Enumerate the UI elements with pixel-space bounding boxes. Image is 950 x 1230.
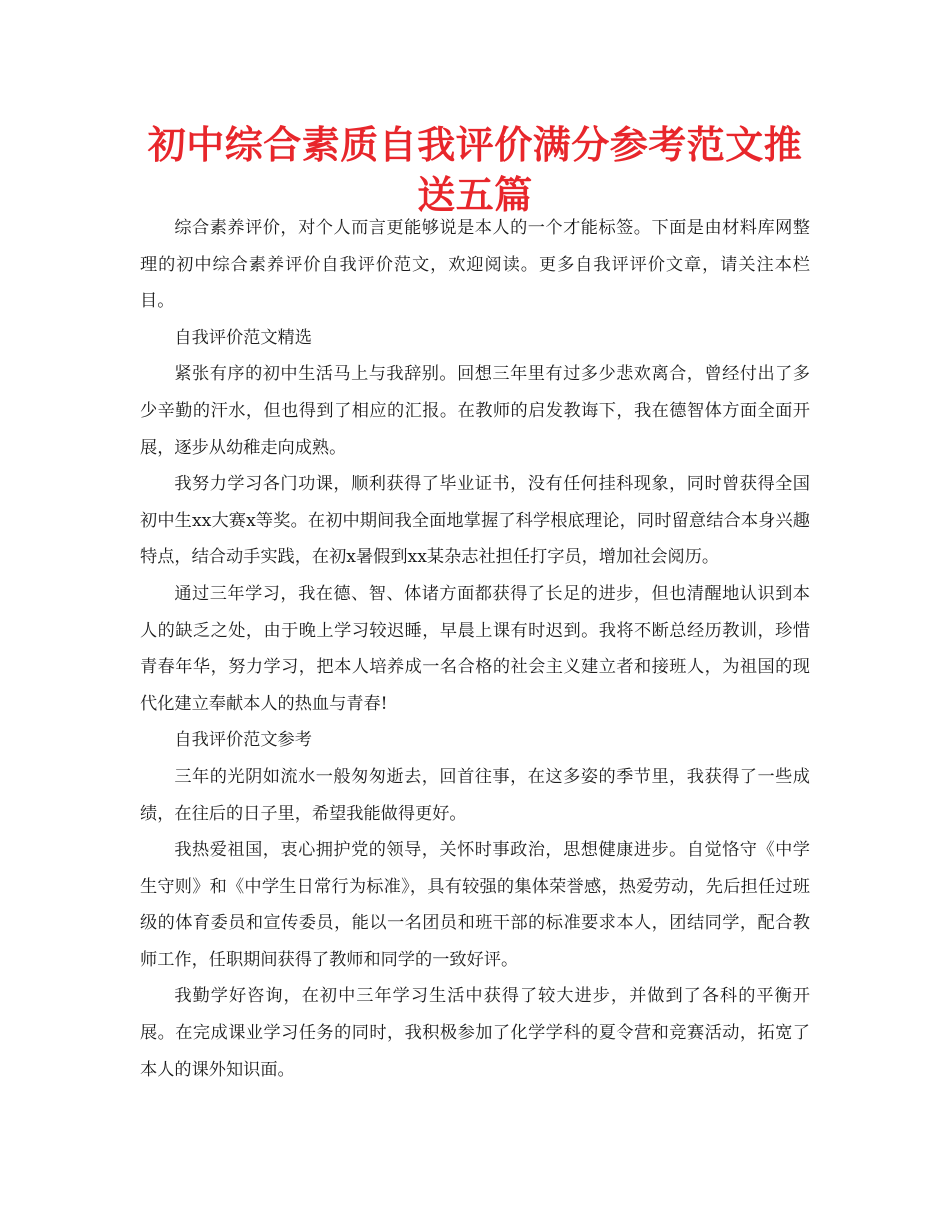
document-title: 初中综合素质自我评价满分参考范文推送五篇 xyxy=(147,123,803,217)
body-paragraph: 紧张有序的初中生活马上与我辞别。回想三年里有过多少悲欢离合，曾经付出了多少辛勤的汗水，但也得到了相应的汇报。在教师的启发教诲下，我在德智体方面全面开展，逐步从幼稚走向成熟。 xyxy=(140,364,810,458)
section-heading: 自我评价范文参考 xyxy=(174,730,312,751)
document-body xyxy=(140,210,810,1088)
section-heading: 自我评价范文精选 xyxy=(174,327,312,348)
intro-paragraph: 综合素养评价，对个人而言更能够说是本人的一个才能标签。下面是由材料库网整理的初中综合素养评价自我评价范文，欢迎阅读。更多自我评评价文章，请关注本栏目。 xyxy=(140,218,810,312)
body-paragraph: 三年的光阴如流水一般匆匆逝去，回首往事，在这多姿的季节里，我获得了一些成绩，在往后的日子里，希望我能做得更好。 xyxy=(140,766,810,824)
body-paragraph: 通过三年学习，我在德、智、体诸方面都获得了长足的进步，但也清醒地认识到本人的缺乏之处，由于晚上学习较迟睡，早晨上课有时迟到。我将不断总经历教训，珍惜青春年华，努力学习，把本人培养成一名合格的社会主义建立者和接班人，为祖国的现代化建立奉献本人的热血与青春! xyxy=(140,583,810,714)
body-paragraph: 我勤学好咨询，在初中三年学习生活中获得了较大进步，并做到了各科的平衡开展。在完成课业学习任务的同时，我积极参加了化学学科的夏令营和竞赛活动，拓宽了本人的课外知识面。 xyxy=(140,986,810,1080)
body-paragraph: 我努力学习各门功课，顺利获得了毕业证书，没有任何挂科现象，同时曾获得全国初中生xx大赛x等奖。在初中期间我全面地掌握了科学根底理论，同时留意结合本身兴趣特点，结合动手实践，在初x暑假到xx某杂志社担任打字员，增加社会阅历。 xyxy=(140,474,810,568)
body-paragraph: 我热爱祖国，衷心拥护党的领导，关怀时事政治，思想健康进步。自觉恪守《中学生守则》和《中学生日常行为标准》，具有较强的集体荣誉感，热爱劳动，先后担任过班级的体育委员和宣传委员，能以一名团员和班干部的标准要求本人，团结同学，配合教师工作，任职期间获得了教师和同学的一致好评。 xyxy=(140,840,810,970)
